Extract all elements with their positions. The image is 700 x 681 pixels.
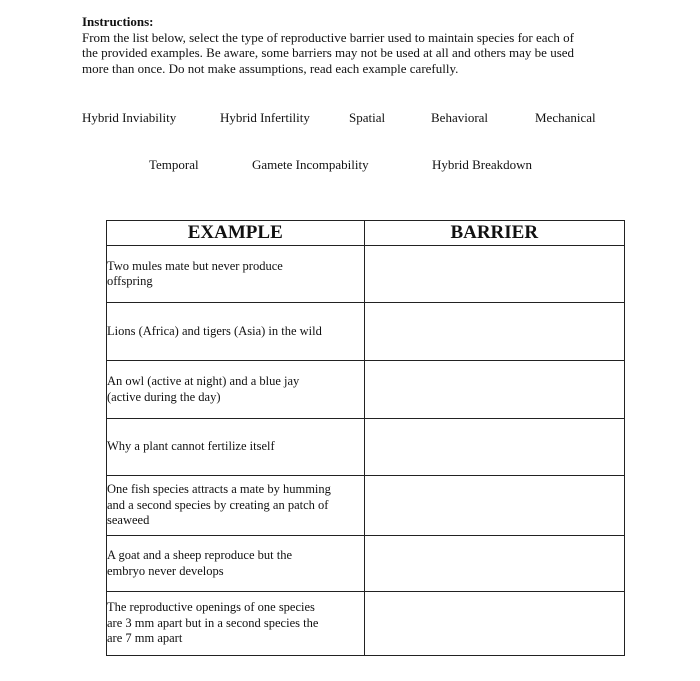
barrier-answer-cell[interactable] — [364, 361, 625, 419]
table-row — [107, 476, 625, 536]
example-cell — [107, 246, 365, 303]
barrier-answer-cell[interactable] — [364, 303, 625, 361]
barrier-answer-cell[interactable] — [364, 536, 625, 592]
table-row — [107, 592, 625, 656]
instructions-line: From the list below, select the type of reproductive barrier used to maintain species for each of — [82, 29, 574, 45]
example-line: An owl (active at night) and a blue jay — [107, 374, 300, 388]
example-cell — [107, 536, 365, 592]
example-line: The reproductive openings of one species — [107, 600, 315, 615]
instructions-heading: Instructions: — [82, 14, 154, 29]
example-line: Why a plant cannot fertilize itself — [107, 439, 275, 454]
example-line: One fish species attracts a mate by humming — [107, 482, 331, 497]
example-cell — [107, 303, 365, 361]
barrier-answer-cell[interactable] — [364, 419, 625, 476]
example-line: seaweed — [107, 513, 150, 528]
table-row — [107, 536, 625, 592]
instructions-line: the provided examples. Be aware, some barriers may not be used at all and others may be used — [82, 45, 575, 60]
table-row — [107, 419, 625, 476]
example-line: and a second species by creating an patch of — [107, 497, 329, 512]
table-header-row — [107, 221, 625, 246]
example-cell — [107, 419, 365, 476]
instructions-line: more than once. Do not make assumptions, read each example carefully. — [82, 60, 459, 76]
barrier-answer-cell[interactable] — [364, 246, 625, 303]
example-line: Two mules mate but never produce — [107, 258, 283, 273]
barrier-column-header: BARRIER — [364, 221, 625, 246]
table-row — [107, 303, 625, 361]
example-cell — [107, 476, 365, 536]
worksheet-table — [106, 220, 625, 656]
barrier-option: Mechanical — [535, 110, 596, 125]
barrier-answer-cell[interactable] — [364, 476, 625, 536]
barrier-option: Hybrid Breakdown — [432, 157, 533, 172]
example-column-header: EXAMPLE — [107, 221, 365, 246]
barrier-option: Hybrid Infertility — [220, 110, 310, 125]
barrier-option: Spatial — [349, 110, 386, 125]
barrier-option: Behavioral — [431, 110, 489, 125]
barrier-answer-cell[interactable] — [364, 592, 625, 656]
example-line: A goat and a sheep reproduce but the — [107, 548, 293, 562]
barrier-option: Hybrid Inviability — [82, 110, 177, 125]
example-cell — [107, 361, 365, 419]
example-line: are 3 mm apart but in a second species the — [107, 615, 319, 630]
barrier-option: Gamete Incompability — [252, 157, 369, 172]
example-line: are 7 mm apart — [107, 631, 183, 646]
example-line: offspring — [107, 274, 153, 288]
example-line: embryo never develops — [107, 563, 224, 578]
barrier-option: Temporal — [149, 157, 199, 172]
example-cell — [107, 592, 365, 656]
instructions-block — [82, 14, 622, 76]
table-row — [107, 246, 625, 303]
table-row — [107, 361, 625, 419]
example-line: Lions (Africa) and tigers (Asia) in the wild — [107, 323, 322, 338]
example-line: (active during the day) — [107, 389, 221, 404]
